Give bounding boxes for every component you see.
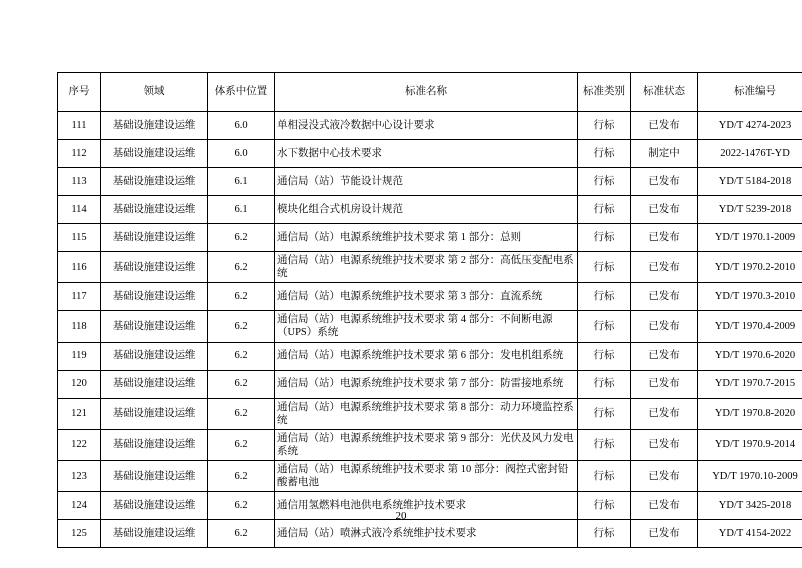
cell-category: 行标 bbox=[578, 311, 631, 342]
cell-domain: 基础设施建设运维 bbox=[101, 224, 208, 252]
cell-name: 通信局（站）电源系统维护技术要求 第 7 部分：防雷接地系统 bbox=[275, 370, 578, 398]
cell-code: YD/T 5239-2018 bbox=[698, 196, 802, 224]
cell-seq: 123 bbox=[58, 461, 101, 492]
header-position: 体系中位置 bbox=[208, 73, 275, 112]
cell-name: 通信局（站）电源系统维护技术要求 第 6 部分：发电机组系统 bbox=[275, 342, 578, 370]
table-row bbox=[58, 252, 802, 283]
cell-seq: 120 bbox=[58, 370, 101, 398]
table-row bbox=[58, 140, 802, 168]
table-row bbox=[58, 168, 802, 196]
cell-status: 已发布 bbox=[631, 370, 698, 398]
cell-status: 已发布 bbox=[631, 342, 698, 370]
cell-position: 6.1 bbox=[208, 196, 275, 224]
cell-position: 6.2 bbox=[208, 283, 275, 311]
table-row bbox=[58, 196, 802, 224]
table-row bbox=[58, 370, 802, 398]
cell-code: 2022-1476T-YD bbox=[698, 140, 802, 168]
cell-status: 已发布 bbox=[631, 224, 698, 252]
page-number: 20 bbox=[395, 510, 407, 522]
cell-status: 已发布 bbox=[631, 461, 698, 492]
cell-category: 行标 bbox=[578, 398, 631, 429]
cell-category: 行标 bbox=[578, 196, 631, 224]
cell-domain: 基础设施建设运维 bbox=[101, 252, 208, 283]
table-row bbox=[58, 520, 802, 548]
cell-position: 6.2 bbox=[208, 492, 275, 520]
table-row bbox=[58, 342, 802, 370]
cell-category: 行标 bbox=[578, 429, 631, 460]
cell-status: 已发布 bbox=[631, 168, 698, 196]
cell-code: YD/T 1970.3-2010 bbox=[698, 283, 802, 311]
table-row bbox=[58, 283, 802, 311]
cell-name: 水下数据中心技术要求 bbox=[275, 140, 578, 168]
cell-status: 已发布 bbox=[631, 283, 698, 311]
cell-code: YD/T 1970.7-2015 bbox=[698, 370, 802, 398]
cell-name: 通信局（站）电源系统维护技术要求 第 9 部分：光伏及风力发电系统 bbox=[275, 429, 578, 460]
cell-name: 通信局（站）电源系统维护技术要求 第 4 部分：不间断电源（UPS）系统 bbox=[275, 311, 578, 342]
cell-code: YD/T 4274-2023 bbox=[698, 112, 802, 140]
cell-category: 行标 bbox=[578, 520, 631, 548]
cell-name: 通信局（站）电源系统维护技术要求 第 8 部分：动力环境监控系统 bbox=[275, 398, 578, 429]
header-category: 标准类别 bbox=[578, 73, 631, 112]
header-seq: 序号 bbox=[58, 73, 101, 112]
cell-domain: 基础设施建设运维 bbox=[101, 168, 208, 196]
cell-domain: 基础设施建设运维 bbox=[101, 112, 208, 140]
cell-domain: 基础设施建设运维 bbox=[101, 461, 208, 492]
cell-seq: 124 bbox=[58, 492, 101, 520]
cell-name: 通信局（站）喷淋式液冷系统维护技术要求 bbox=[275, 520, 578, 548]
cell-code: YD/T 1970.1-2009 bbox=[698, 224, 802, 252]
cell-seq: 113 bbox=[58, 168, 101, 196]
cell-status: 已发布 bbox=[631, 252, 698, 283]
cell-position: 6.2 bbox=[208, 252, 275, 283]
cell-domain: 基础设施建设运维 bbox=[101, 429, 208, 460]
cell-seq: 125 bbox=[58, 520, 101, 548]
cell-category: 行标 bbox=[578, 461, 631, 492]
cell-position: 6.2 bbox=[208, 461, 275, 492]
table-row bbox=[58, 224, 802, 252]
cell-code: YD/T 1970.8-2020 bbox=[698, 398, 802, 429]
cell-status: 已发布 bbox=[631, 196, 698, 224]
cell-position: 6.1 bbox=[208, 168, 275, 196]
cell-position: 6.2 bbox=[208, 342, 275, 370]
cell-name: 通信局（站）电源系统维护技术要求 第 10 部分：阀控式密封铅酸蓄电池 bbox=[275, 461, 578, 492]
header-name: 标准名称 bbox=[275, 73, 578, 112]
cell-code: YD/T 1970.6-2020 bbox=[698, 342, 802, 370]
cell-code: YD/T 1970.10-2009 bbox=[698, 461, 802, 492]
table-row bbox=[58, 112, 802, 140]
cell-name: 通信局（站）节能设计规范 bbox=[275, 168, 578, 196]
cell-name: 单相浸没式液冷数据中心设计要求 bbox=[275, 112, 578, 140]
cell-position: 6.2 bbox=[208, 520, 275, 548]
cell-code: YD/T 1970.9-2014 bbox=[698, 429, 802, 460]
header-code: 标准编号 bbox=[698, 73, 802, 112]
cell-domain: 基础设施建设运维 bbox=[101, 196, 208, 224]
cell-domain: 基础设施建设运维 bbox=[101, 342, 208, 370]
cell-position: 6.2 bbox=[208, 311, 275, 342]
cell-category: 行标 bbox=[578, 252, 631, 283]
cell-code: YD/T 3425-2018 bbox=[698, 492, 802, 520]
table-header bbox=[58, 73, 802, 112]
table-row bbox=[58, 429, 802, 460]
cell-seq: 111 bbox=[58, 112, 101, 140]
cell-status: 制定中 bbox=[631, 140, 698, 168]
cell-domain: 基础设施建设运维 bbox=[101, 370, 208, 398]
cell-status: 已发布 bbox=[631, 492, 698, 520]
cell-position: 6.0 bbox=[208, 140, 275, 168]
cell-name: 通信局（站）电源系统维护技术要求 第 1 部分：总则 bbox=[275, 224, 578, 252]
standards-table bbox=[57, 72, 802, 548]
cell-seq: 121 bbox=[58, 398, 101, 429]
cell-seq: 119 bbox=[58, 342, 101, 370]
cell-category: 行标 bbox=[578, 492, 631, 520]
table-header-row bbox=[58, 73, 802, 112]
cell-position: 6.0 bbox=[208, 112, 275, 140]
cell-code: YD/T 1970.4-2009 bbox=[698, 311, 802, 342]
cell-name: 模块化组合式机房设计规范 bbox=[275, 196, 578, 224]
cell-seq: 122 bbox=[58, 429, 101, 460]
cell-position: 6.2 bbox=[208, 224, 275, 252]
cell-name: 通信用氢燃料电池供电系统维护技术要求 bbox=[275, 492, 578, 520]
header-domain: 领域 bbox=[101, 73, 208, 112]
cell-domain: 基础设施建设运维 bbox=[101, 140, 208, 168]
cell-name: 通信局（站）电源系统维护技术要求 第 3 部分：直流系统 bbox=[275, 283, 578, 311]
cell-code: YD/T 5184-2018 bbox=[698, 168, 802, 196]
cell-category: 行标 bbox=[578, 112, 631, 140]
table-row bbox=[58, 461, 802, 492]
cell-status: 已发布 bbox=[631, 112, 698, 140]
cell-category: 行标 bbox=[578, 140, 631, 168]
cell-status: 已发布 bbox=[631, 311, 698, 342]
cell-status: 已发布 bbox=[631, 429, 698, 460]
table-body bbox=[58, 112, 802, 548]
cell-seq: 115 bbox=[58, 224, 101, 252]
cell-domain: 基础设施建设运维 bbox=[101, 398, 208, 429]
cell-category: 行标 bbox=[578, 224, 631, 252]
table-row bbox=[58, 398, 802, 429]
cell-category: 行标 bbox=[578, 342, 631, 370]
standards-table-container bbox=[57, 72, 798, 548]
cell-category: 行标 bbox=[578, 283, 631, 311]
cell-position: 6.2 bbox=[208, 398, 275, 429]
cell-domain: 基础设施建设运维 bbox=[101, 492, 208, 520]
cell-seq: 116 bbox=[58, 252, 101, 283]
cell-seq: 117 bbox=[58, 283, 101, 311]
cell-status: 已发布 bbox=[631, 398, 698, 429]
header-status: 标准状态 bbox=[631, 73, 698, 112]
cell-seq: 112 bbox=[58, 140, 101, 168]
cell-position: 6.2 bbox=[208, 429, 275, 460]
cell-seq: 118 bbox=[58, 311, 101, 342]
cell-domain: 基础设施建设运维 bbox=[101, 311, 208, 342]
cell-code: YD/T 4154-2022 bbox=[698, 520, 802, 548]
table-row bbox=[58, 311, 802, 342]
cell-seq: 114 bbox=[58, 196, 101, 224]
cell-category: 行标 bbox=[578, 370, 631, 398]
cell-status: 已发布 bbox=[631, 520, 698, 548]
cell-category: 行标 bbox=[578, 168, 631, 196]
cell-position: 6.2 bbox=[208, 370, 275, 398]
cell-name: 通信局（站）电源系统维护技术要求 第 2 部分：高低压变配电系统 bbox=[275, 252, 578, 283]
cell-domain: 基础设施建设运维 bbox=[101, 520, 208, 548]
cell-code: YD/T 1970.2-2010 bbox=[698, 252, 802, 283]
cell-domain: 基础设施建设运维 bbox=[101, 283, 208, 311]
